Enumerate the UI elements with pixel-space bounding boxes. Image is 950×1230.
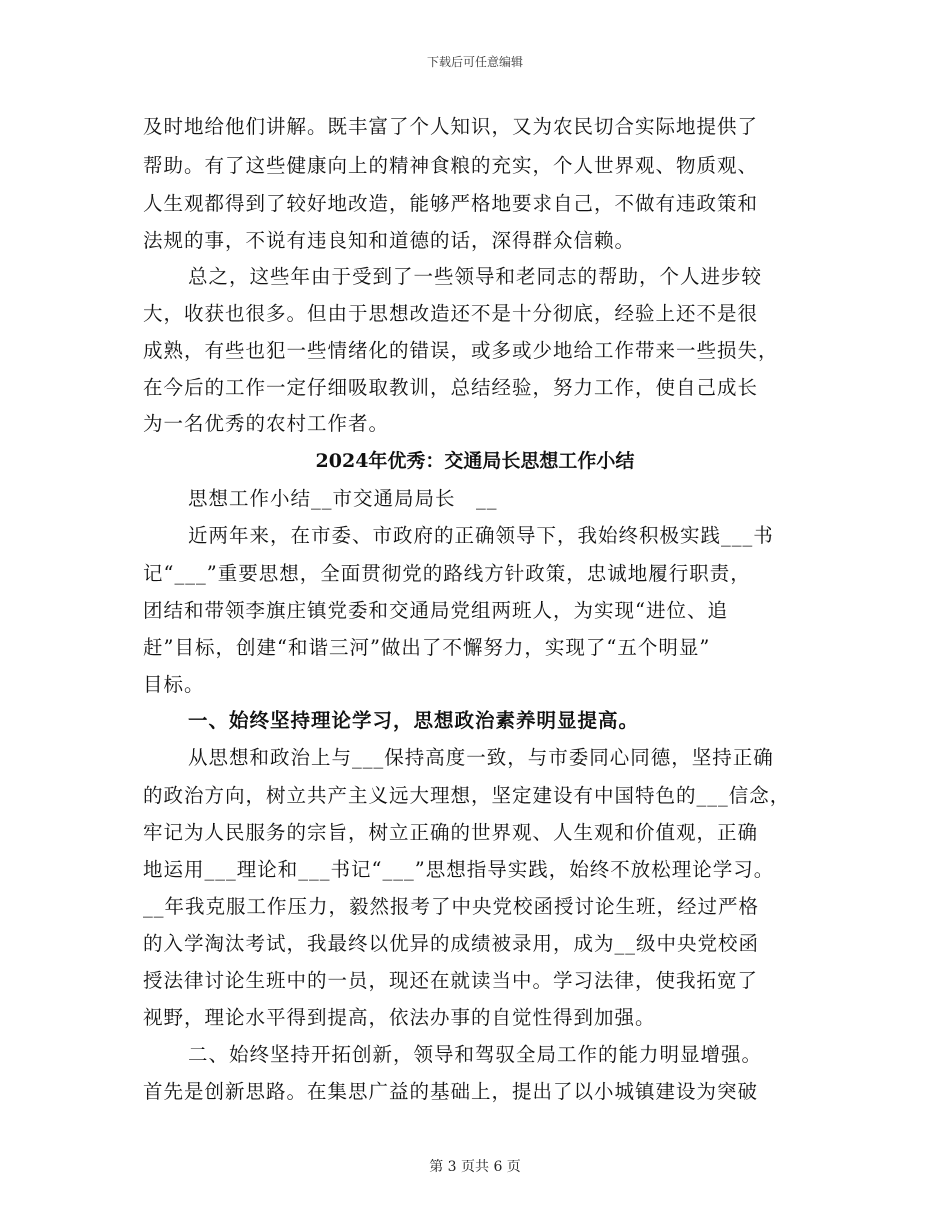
text-line: 人生观都得到了较好地改造，能够严格地要求自己，不做有违政策和 — [143, 192, 759, 215]
page-number: 第 3 页共 6 页 — [429, 1159, 521, 1175]
heading-two: 二、始终坚持开拓创新，领导和驾驭全局工作的能力明显增强。 — [188, 1043, 763, 1066]
text-line: 团结和带领李旗庄镇党委和交通局党组两班人，为实现“进位、追 — [143, 599, 728, 622]
text-line: 视野，理论水平得到提高，依法办事的自觉性得到加强。 — [143, 1006, 656, 1029]
text-line: 赶”目标，创建“和谐三河”做出了不懈努力，实现了“五个明显” — [143, 636, 711, 659]
text-line: 目标。 — [143, 673, 205, 696]
text-line: __年我克服工作压力，毅然报考了中央党校函授讨论生班，经过严格 — [143, 895, 760, 918]
text-line: 的政治方向，树立共产主义远大理想，坚定建设有中国特色的___信念， — [143, 784, 791, 807]
paragraph-first-line: 近两年来，在市委、市政府的正确领导下，我始终积极实践___书 — [188, 524, 774, 547]
subtitle-line: 思想工作小结__市交通局局长 __ — [188, 487, 498, 510]
text-line: 成熟，有些也犯一些情绪化的错误，或多或少地给工作带来一些损失， — [143, 339, 779, 362]
section-title: 2024年优秀：交通局长思想工作小结 — [315, 450, 635, 472]
text-line: 在今后的工作一定仔细吸取教训，总结经验，努力工作，使自己成长 — [143, 376, 759, 399]
text-line: 帮助。有了这些健康向上的精神食粮的充实，个人世界观、物质观、 — [143, 154, 759, 177]
text-line: 授法律讨论生班中的一员，现还在就读当中。学习法律，使我拓宽了 — [143, 969, 759, 992]
text-line: 的入学淘汰考试，我最终以优异的成绩被录用，成为__级中央党校函 — [143, 932, 760, 955]
text-line: 大，收获也很多。但由于思想改造还不是十分彻底，经验上还不是很 — [143, 302, 759, 325]
page-header-note: 下载后可任意编辑 — [426, 55, 523, 69]
text-line: 法规的事，不说有违良知和道德的话，深得群众信赖。 — [143, 229, 636, 252]
paragraph-first-line: 总之，这些年由于受到了一些领导和老同志的帮助，个人进步较 — [188, 265, 763, 288]
text-line: 及时地给他们讲解。既丰富了个人知识，又为农民切合实际地提供了 — [143, 115, 759, 138]
text-line: 地运用___理论和___书记“___”思想指导实践，始终不放松理论学习。 — [143, 858, 775, 881]
text-line: 记“___”重要思想，全面贯彻党的路线方针政策，忠诚地履行职责， — [143, 562, 751, 585]
heading-one: 一、始终坚持理论学习，思想政治素养明显提高。 — [188, 709, 640, 732]
text-line: 牢记为人民服务的宗旨，树立正确的世界观、人生观和价值观，正确 — [143, 821, 759, 844]
paragraph-first-line: 从思想和政治上与___保持高度一致，与市委同心同德，坚持正确 — [188, 746, 774, 769]
text-line: 为一名优秀的农村工作者。 — [143, 412, 390, 435]
text-line: 首先是创新思路。在集思广益的基础上，提出了以小城镇建设为突破 — [143, 1080, 759, 1103]
